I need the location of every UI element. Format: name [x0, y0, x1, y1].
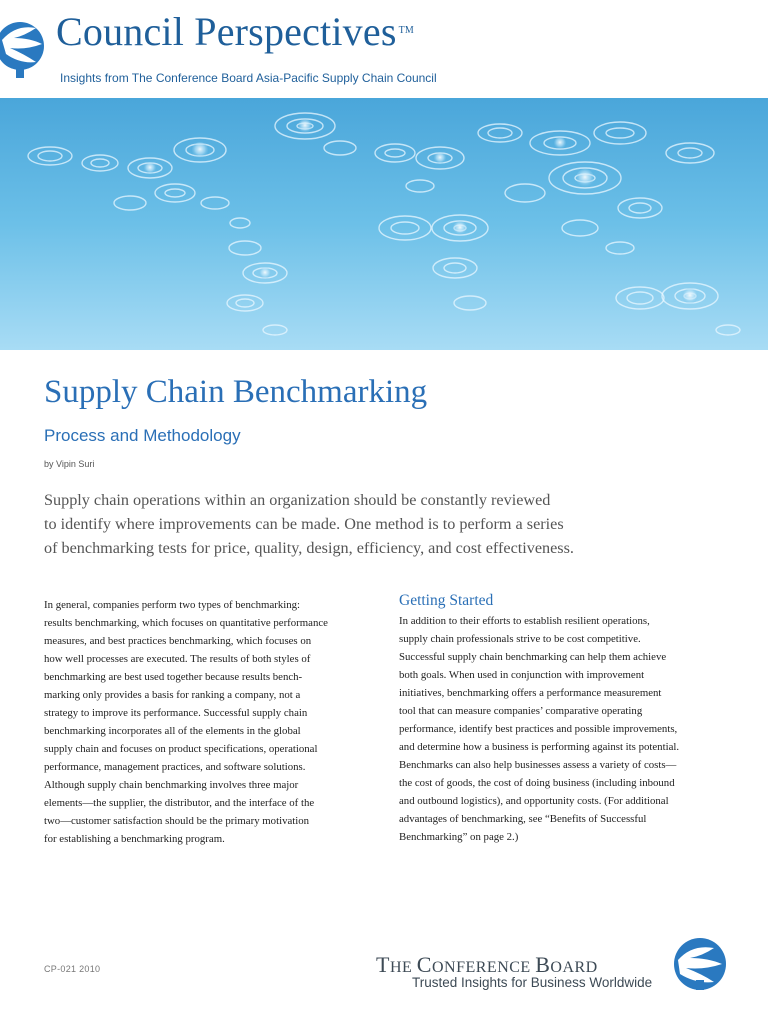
body-line: benchmarking are best used together because results bench-: [44, 671, 303, 683]
body-line: Benchmarking” on page 2.): [399, 831, 519, 843]
body-line: In addition to their efforts to establish resilient operations,: [399, 615, 650, 627]
lede-line: of benchmarking tests for price, quality, design, efficiency, and cost effectiveness.: [44, 539, 574, 557]
body-line: for establishing a benchmarking program.: [44, 833, 225, 845]
lede-paragraph: [44, 488, 644, 560]
body-line: the cost of goods, the cost of doing business (including inbound: [399, 777, 675, 789]
trademark-mark: TM: [398, 25, 415, 36]
body-line: advantages of benchmarking, see “Benefits of Successful: [399, 813, 647, 825]
body-line: initiatives, benchmarking offers a performance measurement: [399, 687, 662, 699]
body-line: elements—the supplier, the distributor, and the interface of the: [44, 797, 315, 809]
body-line: supply chain professionals strive to be cost competitive.: [399, 633, 641, 645]
body-line: Although supply chain benchmarking involves three major: [44, 779, 299, 791]
body-line: and determine how a business is performing against its potential.: [399, 741, 680, 753]
body-line: Benchmarks can also help businesses assess a variety of costs—: [399, 759, 677, 771]
article-title: Supply Chain Benchmarking: [44, 374, 428, 410]
conference-board-logo-icon: [0, 14, 48, 82]
body-line: In general, companies perform two types of benchmarking:: [44, 599, 301, 611]
body-line: results benchmarking, which focuses on quantitative performance: [44, 617, 328, 629]
byline: by Vipin Suri: [44, 459, 95, 469]
section-heading-getting-started: Getting Started: [399, 592, 494, 609]
conference-board-emblem-icon: [672, 936, 728, 992]
lede-line: Supply chain operations within an organization should be constantly reviewed: [44, 491, 551, 509]
body-line: tool that can measure companies’ comparative operating: [399, 705, 643, 717]
conference-board-name: THE CONFERENCE BOARD: [376, 952, 598, 977]
body-line: performance, identify best practices and possible improvements,: [399, 723, 678, 735]
left-column-text: [44, 596, 374, 848]
body-line: both goals. When used in conjunction with improvement: [399, 669, 645, 681]
body-line: performance, management practices, and software solutions.: [44, 761, 306, 773]
body-line: measures, and best practices benchmarking, which focuses on: [44, 635, 312, 647]
body-line: benchmarking incorporates all of the elements in the global: [44, 725, 301, 737]
document-code: CP-021 2010: [44, 964, 101, 974]
body-line: and outbound logistics), and opportunity costs. (For additional: [399, 795, 669, 807]
body-line: supply chain and focuses on product specifications, operational: [44, 743, 318, 755]
publication-title: Council Perspectives ™: [56, 9, 415, 54]
body-line: marking only provides a basis for ranking a company, not a: [44, 689, 301, 701]
right-column-text: [399, 612, 729, 846]
body-line: strategy to improve its performance. Successful supply chain: [44, 707, 308, 719]
body-line: Successful supply chain benchmarking can help them achieve: [399, 651, 667, 663]
body-line: two—customer satisfaction should be the primary motivation: [44, 815, 310, 827]
conference-board-tagline: Trusted Insights for Business Worldwide: [412, 975, 653, 990]
lede-line: to identify where improvements can be made. One method is to perform a series: [44, 515, 564, 533]
publication-subtitle: Insights from The Conference Board Asia-Pacific Supply Chain Council: [60, 71, 437, 85]
hero-water-map-image: [0, 98, 768, 350]
article-subtitle: Process and Methodology: [44, 426, 241, 445]
body-line: how well processes are executed. The results of both styles of: [44, 653, 311, 665]
